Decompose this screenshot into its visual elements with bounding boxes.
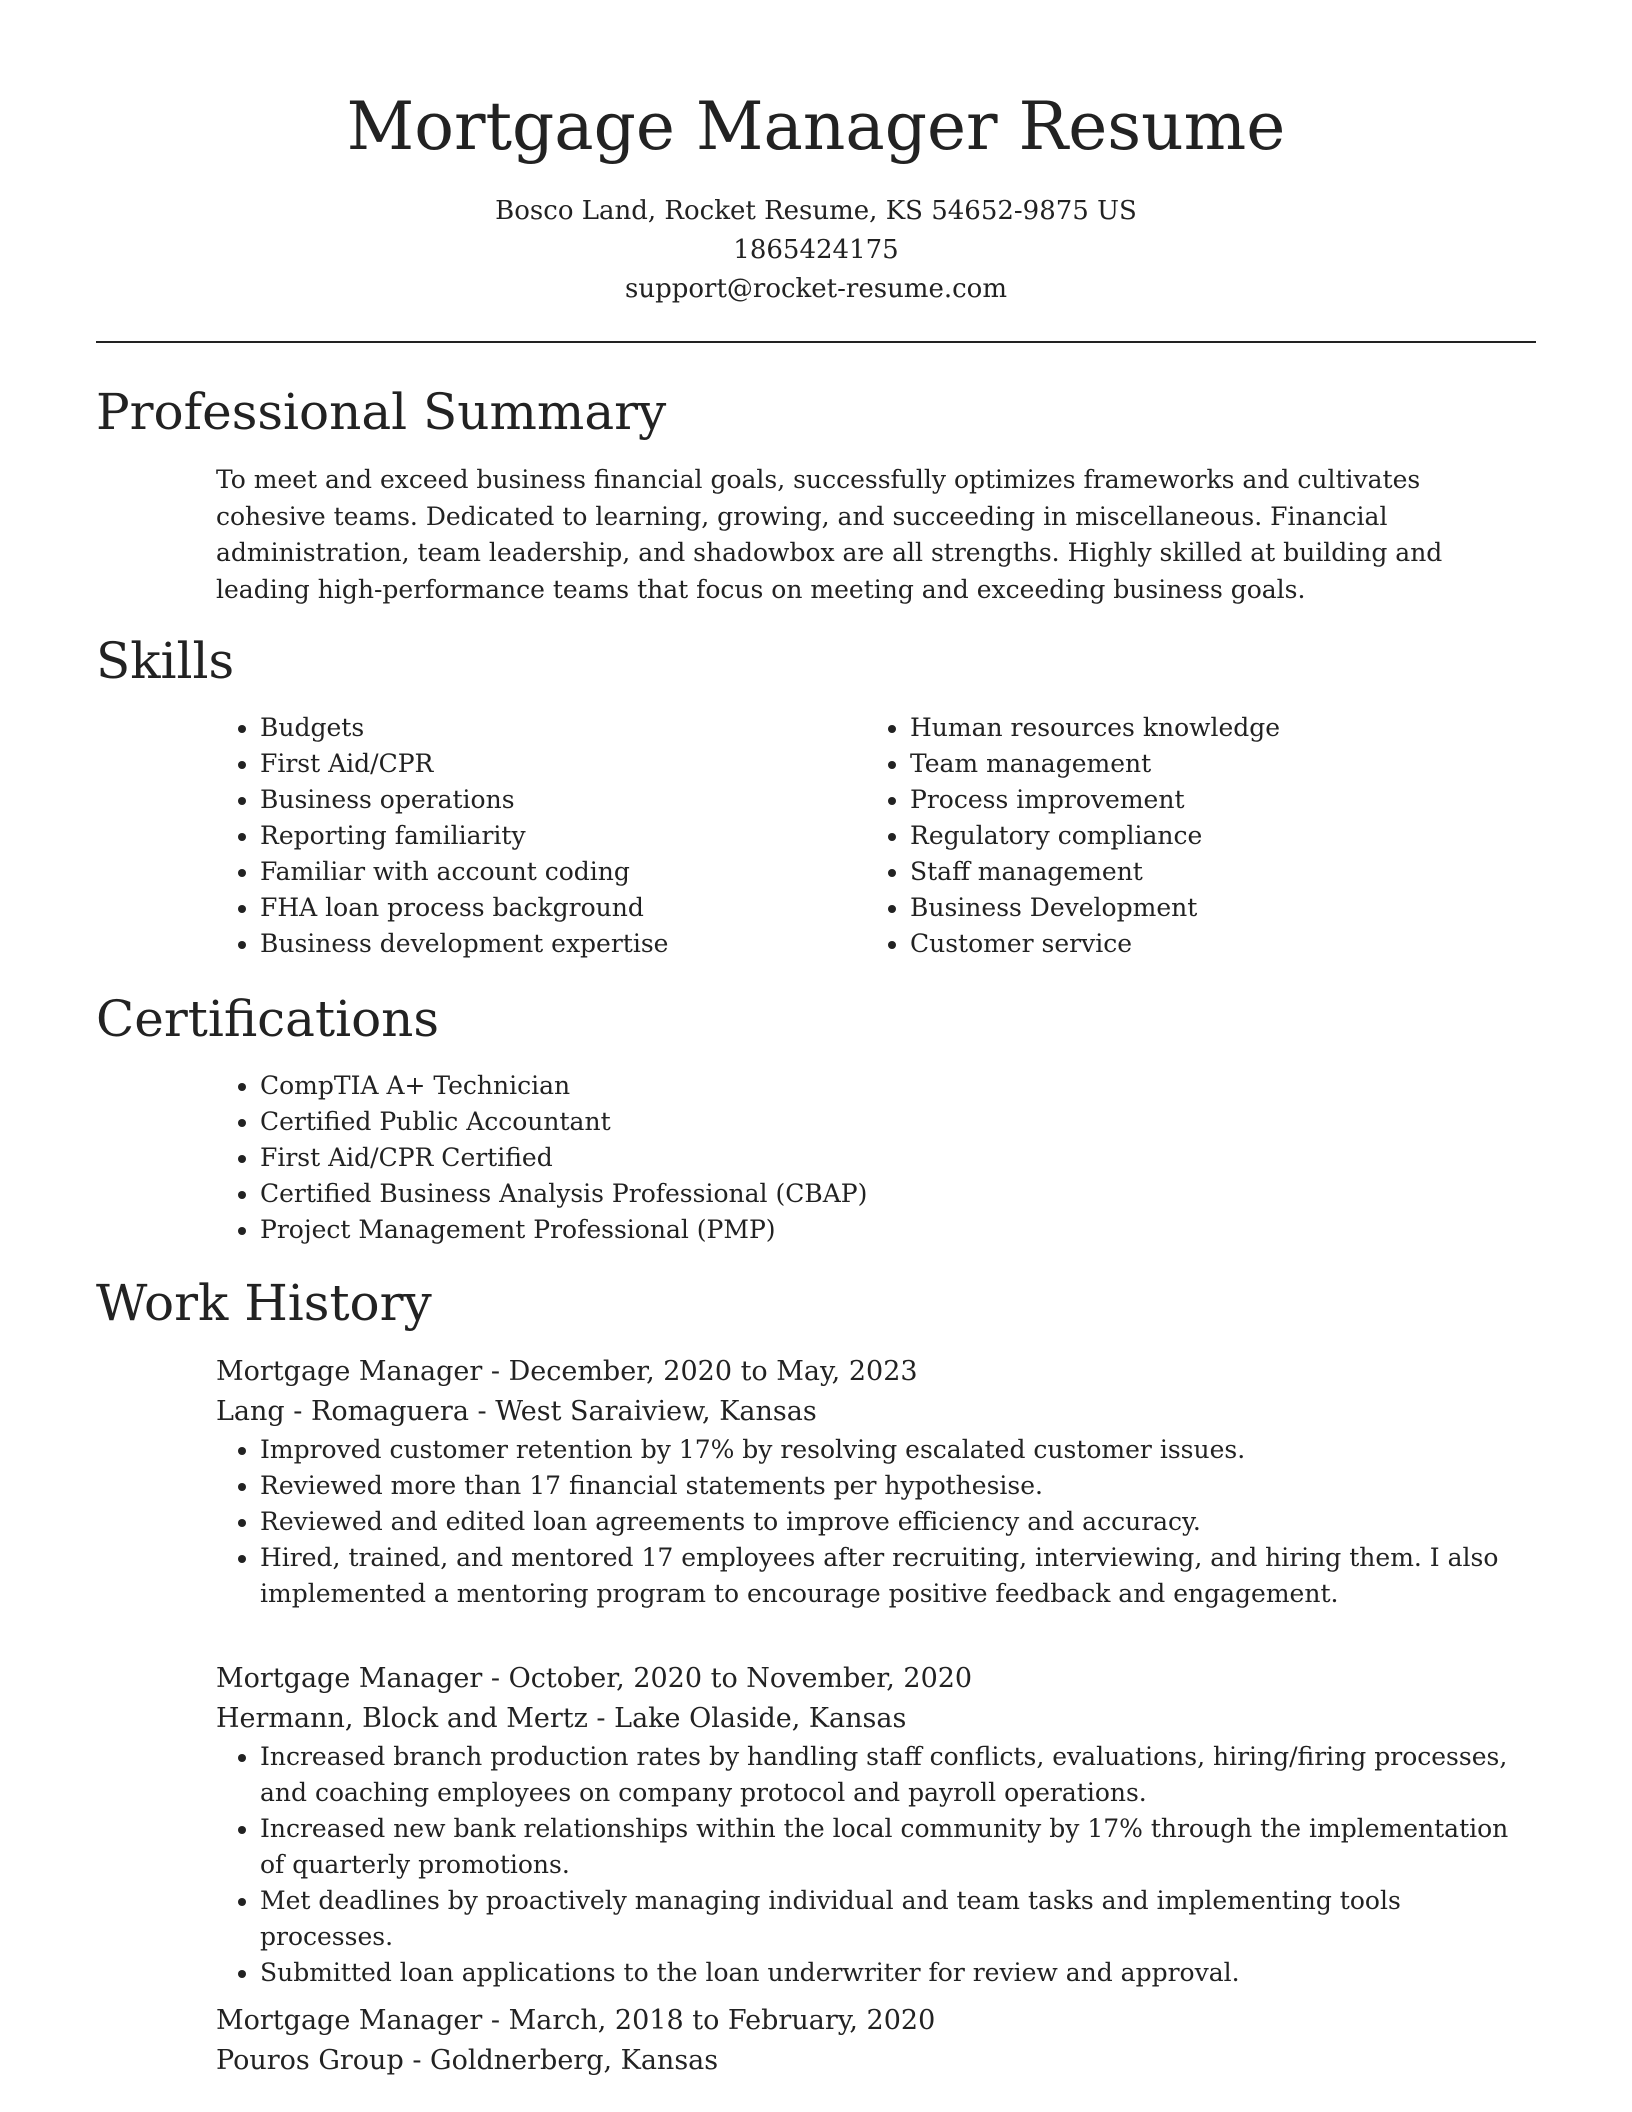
job-bullet-item: • Increased branch production rates by handling staff conflicts, evaluations, hiring/firing processes, and coaching employees on company protocol and payroll operations. <box>260 1739 1516 1811</box>
certifications-list <box>216 1068 1516 1248</box>
work-history-heading: Work History <box>96 1274 432 1332</box>
resume-title: Mortgage Manager Resume <box>346 88 1286 165</box>
skill-item: • Process improvement <box>910 782 1466 818</box>
skill-item: • Budgets <box>260 710 816 746</box>
job-dates: March, 2018 to February, 2020 <box>508 2005 936 2036</box>
skill-item: • Regulatory compliance <box>910 818 1466 854</box>
contact-block <box>0 192 1632 309</box>
skill-item: • FHA loan process background <box>260 890 816 926</box>
certification-item: • Project Management Professional (PMP) <box>260 1212 1516 1248</box>
job-bullets <box>216 1432 1516 1612</box>
certification-item: • Certified Business Analysis Professional (CBAP) <box>260 1176 1516 1212</box>
job-title: Mortgage Manager <box>216 2005 483 2036</box>
job-company-line: Lang - Romaguera - West Saraiview, Kansas <box>216 1396 817 1427</box>
job-title-line: Mortgage Manager - December, 2020 to May, 2023 <box>216 1356 918 1387</box>
certification-item: • First Aid/CPR Certified <box>260 1140 1516 1176</box>
certifications-block <box>216 1068 1516 1248</box>
job-bullet-item: • Submitted loan applications to the loan underwriter for review and approval. <box>260 1955 1516 1991</box>
skills-right-list <box>866 710 1466 962</box>
job-location: Goldnerberg, Kansas <box>430 2045 719 2076</box>
contact-email: support@rocket-resume.com <box>624 274 1007 304</box>
job-title: Mortgage Manager <box>216 1356 483 1387</box>
skills-heading: Skills <box>96 632 235 690</box>
summary-heading: Professional Summary <box>96 383 667 441</box>
job-bullet-item: • Reviewed more than 17 financial statements per hypothesise. <box>260 1468 1516 1504</box>
contact-phone: 1865424175 <box>733 235 899 265</box>
job-bullet-item: • Improved customer retention by 17% by resolving escalated customer issues. <box>260 1432 1516 1468</box>
certifications-heading: Certifications <box>96 990 440 1048</box>
job-bullet-item: • Increased new bank relationships within the local community by 17% through the implementation of quarterly promotions. <box>260 1811 1516 1883</box>
job-entry <box>216 1352 1516 1612</box>
job-title: Mortgage Manager <box>216 1663 483 1694</box>
job-entry <box>216 2001 1516 2081</box>
certification-item: • CompTIA A+ Technician <box>260 1068 1516 1104</box>
job-bullet-item: • Met deadlines by proactively managing individual and team tasks and implementing tools processes. <box>260 1883 1516 1955</box>
skills-right-column <box>866 710 1466 962</box>
contact-address: Bosco Land, Rocket Resume, KS 54652-9875 US <box>495 196 1137 226</box>
job-location: West Saraiview, Kansas <box>495 1396 817 1427</box>
job-location: Lake Olaside, Kansas <box>614 1703 907 1734</box>
job-dates: October, 2020 to November, 2020 <box>508 1663 973 1694</box>
job-company: Pouros Group <box>216 2045 404 2076</box>
job-entry <box>216 1659 1516 1991</box>
skill-item: • Customer service <box>910 926 1466 962</box>
certification-item: • Certified Public Accountant <box>260 1104 1516 1140</box>
skills-left-column <box>216 710 816 962</box>
job-bullets <box>216 1739 1516 1991</box>
job-dates: December, 2020 to May, 2023 <box>508 1356 918 1387</box>
job-title-line: Mortgage Manager - March, 2018 to February, 2020 <box>216 2005 936 2036</box>
job-bullet-item: • Reviewed and edited loan agreements to improve efficiency and accuracy. <box>260 1504 1516 1540</box>
skill-item: • Team management <box>910 746 1466 782</box>
skills-left-list <box>216 710 816 962</box>
skill-item: • Business development expertise <box>260 926 816 962</box>
skill-item: • Staff management <box>910 854 1466 890</box>
job-company: Lang - Romaguera <box>216 1396 469 1427</box>
job-company-line: Pouros Group - Goldnerberg, Kansas <box>216 2045 719 2076</box>
skill-item: • Human resources knowledge <box>910 710 1466 746</box>
job-bullet-item: • Hired, trained, and mentored 17 employees after recruiting, interviewing, and hiring them. I also implemented a mentoring program to encourage positive feedback and engagement. <box>260 1540 1516 1612</box>
resume-header <box>0 0 1632 309</box>
skill-item: • First Aid/CPR <box>260 746 816 782</box>
summary-text: To meet and exceed business financial goals, successfully optimizes frameworks and cultivates cohesive teams. Dedicated to learning, growing, and succeeding in miscellaneous. Financial administration, team leadership, and shadowbox are all strengths. Highly skilled at building and leading high-performance teams that focus on meeting and exceeding business goals. <box>216 465 1443 604</box>
header-divider <box>96 341 1536 343</box>
job-title-line: Mortgage Manager - October, 2020 to November, 2020 <box>216 1663 973 1694</box>
job-company: Hermann, Block and Mertz <box>216 1703 588 1734</box>
skill-item: • Reporting familiarity <box>260 818 816 854</box>
skill-item: • Business Development <box>910 890 1466 926</box>
skill-item: • Business operations <box>260 782 816 818</box>
skill-item: • Familiar with account coding <box>260 854 816 890</box>
job-company-line: Hermann, Block and Mertz - Lake Olaside, Kansas <box>216 1703 907 1734</box>
